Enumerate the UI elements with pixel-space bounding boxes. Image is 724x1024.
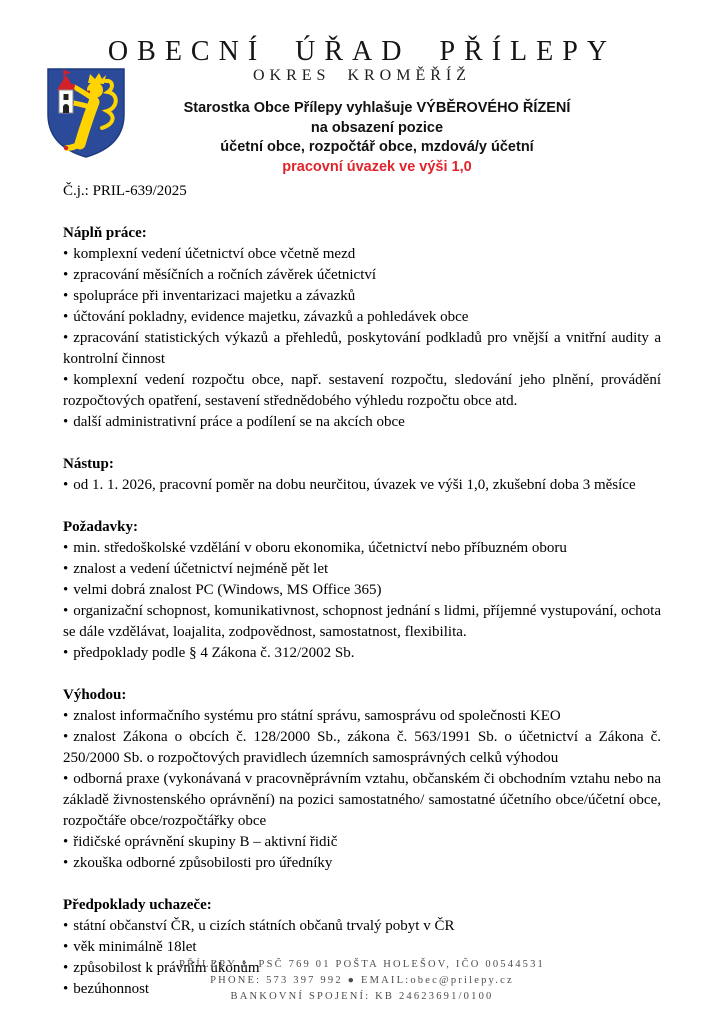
bullet-item: • od 1. 1. 2026, pracovní poměr na dobu neurčitou, úvazek ve výši 1,0, zkušební doba 3 měsíce <box>63 477 636 493</box>
bullet-marker: • <box>63 309 69 325</box>
bullet-item: • bezúhonnost <box>63 981 150 997</box>
bullet-item: • řidičské oprávnění skupiny B – aktivní řidič <box>63 834 338 850</box>
announcement-line-2: na obsazení pozice <box>310 119 444 136</box>
bullet-marker: • <box>63 582 69 598</box>
bullet-marker: • <box>63 981 69 997</box>
section-nastup <box>63 454 661 496</box>
announcement-line-4: pracovní úvazek ve výši 1,0 <box>282 158 472 175</box>
bullet-item: • věk minimálně 18let <box>63 939 197 955</box>
footer-bank: BANKOVNÍ SPOJENÍ: KB 24623691/0100 <box>230 991 494 1002</box>
bullet-marker: • <box>63 708 69 724</box>
footer-address: PŘÍLEPY 1, PSČ 769 01 POŠTA HOLEŠOV, IČO 00544531 <box>179 959 545 970</box>
section-heading: Nástup: <box>63 456 114 472</box>
bullet-marker: • <box>63 960 69 976</box>
bullet-item: • velmi dobrá znalost PC (Windows, MS Office 365) <box>63 582 382 598</box>
bullet-item: • státní občanství ČR, u cizích státních občanů trvalý pobyt v ČR <box>63 918 455 934</box>
bullet-item: • komplexní vedení účetnictví obce včetně mezd <box>63 246 356 262</box>
announcement-line-3: účetní obce, rozpočtář obce, mzdová/y účetní <box>220 139 534 155</box>
office-title: OBECNÍ ÚŘAD PŘÍLEPY <box>107 36 617 67</box>
section-heading: Náplň práce: <box>63 225 147 241</box>
bullet-item: • znalost a vedení účetnictví nejméně pět let <box>63 561 329 577</box>
bullet-item: • způsobilost k právním úkonům <box>63 960 260 976</box>
bullet-item: • organizační schopnost, komunikativnost, schopnost jednání s lidmi, příjemné vystupování, ochota se dále vzdělávat, loajalita, zodpovědnost, samostatnost, flexibilita. <box>63 603 661 640</box>
section-heading: Předpoklady uchazeče: <box>63 897 212 913</box>
bullet-marker: • <box>63 918 69 934</box>
bullet-marker: • <box>63 288 69 304</box>
announcement-block <box>130 99 624 177</box>
bullet-marker: • <box>63 267 69 283</box>
bullet-marker: • <box>63 330 69 346</box>
bullet-item: • komplexní vedení rozpočtu obce, např. sestavení rozpočtu, sledování jeho plnění, provádění rozpočtových opatření, sestavení střednědobého výhledu rozpočtu obce atd. <box>63 372 661 409</box>
district-subtitle: OKRES KROMĚŘÍŽ <box>252 67 471 84</box>
bullet-marker: • <box>63 540 69 556</box>
bullet-marker: • <box>63 477 69 493</box>
bullet-item: • další administrativní práce a podílení se na akcích obce <box>63 414 405 430</box>
announcement-line-1: Starostka Obce Přílepy vyhlašuje VÝBĚROVÉHO ŘÍZENÍ <box>183 100 571 116</box>
bullet-marker: • <box>63 561 69 577</box>
coat-of-arms-icon <box>44 66 128 160</box>
bullet-marker: • <box>63 603 69 619</box>
bullet-item: • odborná praxe (vykonávaná v pracovněprávním vztahu, občanském či obchodním vztahu nebo na základě živnostenského oprávnění) na pozici samostatného/ samostatné účetního obce/účetní obce, rozpočtáře obce/rozpočtářky obce <box>63 771 661 829</box>
section-napln-prace <box>63 223 661 433</box>
bullet-marker: • <box>63 372 69 388</box>
bullet-item: • min. středoškolské vzdělání v oboru ekonomika, účetnictví nebo příbuzném oboru <box>63 540 567 556</box>
bullet-marker: • <box>63 771 69 787</box>
document-footer <box>0 957 724 1005</box>
bullet-marker: • <box>63 834 69 850</box>
bullet-marker: • <box>63 645 69 661</box>
section-vyhodou <box>63 685 661 874</box>
reference-number: Č.j.: PRIL-639/2025 <box>63 183 187 199</box>
bullet-item: • předpoklady podle § 4 Zákona č. 312/2002 Sb. <box>63 645 355 661</box>
bullet-item: • znalost informačního systému pro státní správu, samosprávu od společnosti KEO <box>63 708 561 724</box>
bullet-item: • zpracování statistických výkazů a přehledů, poskytování podkladů pro vnější a vnitřní audity a kontrolní činnost <box>63 330 661 367</box>
bullet-item: • účtování pokladny, evidence majetku, závazků a pohledávek obce <box>63 309 469 325</box>
bullet-marker: • <box>63 246 69 262</box>
bullet-item: • zpracování měsíčních a ročních závěrek účetnictví <box>63 267 377 283</box>
bullet-item: • spolupráce při inventarizaci majetku a závazků <box>63 288 356 304</box>
bullet-marker: • <box>63 414 69 430</box>
bullet-marker: • <box>63 855 69 871</box>
footer-contact: PHONE: 573 397 992 ● EMAIL:obec@prilepy.cz <box>210 975 514 986</box>
bullet-item: • znalost Zákona o obcích č. 128/2000 Sb., zákona č. 563/1991 Sb. o účetnictví a Zákona č. 250/2000 Sb. o rozpočtových pravidlech územních samosprávných celků výhodou <box>63 729 661 766</box>
document-body <box>63 181 661 1000</box>
section-pozadavky <box>63 517 661 664</box>
section-heading: Požadavky: <box>63 519 138 535</box>
bullet-item: • zkouška odborné způsobilosti pro úředníky <box>63 855 333 871</box>
bullet-marker: • <box>63 729 69 745</box>
section-heading: Výhodou: <box>63 687 127 703</box>
bullet-marker: • <box>63 939 69 955</box>
